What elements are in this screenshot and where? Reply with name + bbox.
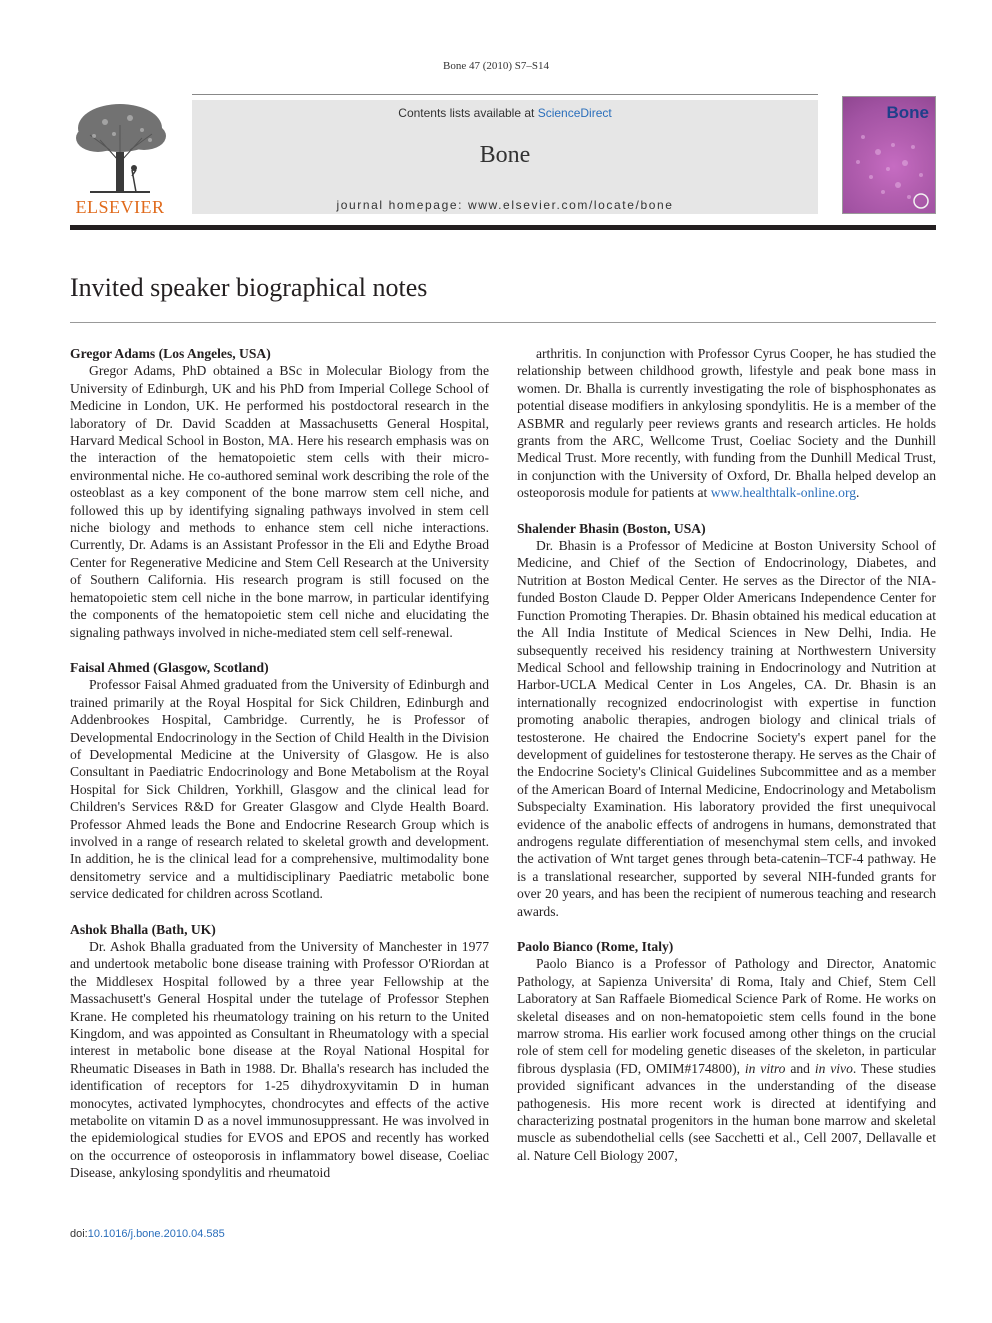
journal-citation: Bone 47 (2010) S7–S14: [442, 60, 550, 72]
healthtalk-link[interactable]: www.healthtalk-online.org: [710, 485, 857, 501]
continuation-text: arthritis. In conjunction with Professor Cyrus Cooper, he has studied the relationship between childhood growth, lifestyle and peak bone mass in women. Dr. Bhalla is currently investigating the role of bisphosphonates as potential disease modifiers in ankylosing spondylitis. He is a member of the ASBMR and regularly peer reviews grants and research articles. He holds grants from the ARC, Wellcome Trust, Coeliac Society and the Dunhill Medical Trust. More recently, with funding from the Dunhill Medical Trust, in conjunction with the University of Oxford, Dr. Bhalla helped develop an osteoporosis module for patients at: [517, 346, 936, 501]
speaker-name: Paolo Bianco (Rome, Italy): [517, 939, 674, 954]
journal-homepage[interactable]: journal homepage: www.elsevier.com/locate/bone: [336, 198, 674, 212]
speaker-entry: [70, 921, 489, 1182]
journal-name: Bone: [479, 142, 531, 168]
sciencedirect-link[interactable]: ScienceDirect: [537, 106, 612, 120]
elsevier-wordmark: ELSEVIER: [75, 197, 165, 217]
title-divider: [70, 322, 936, 323]
speaker-name: Faisal Ahmed (Glasgow, Scotland): [70, 659, 269, 675]
speaker-entry: [517, 520, 936, 920]
speaker-name: Gregor Adams (Los Angeles, USA): [70, 346, 271, 361]
header-thick-rule: [70, 225, 936, 230]
header-divider: [192, 94, 818, 95]
speaker-bio: Dr. Bhasin is a Professor of Medicine at Boston University School of Medicine, and Chief of the Section of Endocrinology, Diabetes, and Nutrition at Boston Medical Center. He serves as the Director of the NIA-funded Boston Claude D. Pepper Older Americans Independence Center for Function Promoting Therapies. Dr. Bhasin obtained his medical education at the All India Institute of Medical Sciences in New Delhi, India. He subsequently received his residency training at Northwestern University Medical School and fellowship training in Endocrinology and Nutrition at Harbor-UCLA Medical Center in Los Angeles, CA. Dr. Bhasin is an internationally recognized endocrinologist with expertise in function promoting anabolic therapies, androgen biology and clinical trials of testosterone. He chaired the Endocrine Society's expert panel for the development of guidelines for testosterone therapy. He serves as the Chair of the Endocrine Society's Clinical Guidelines Subcommittee and as a member of the American Board of Internal Medicine, Endocrinology and Metabolism Subspecialty Examination. His laboratory provided the first unequivocal evidence of the anabolic effects of androgens in humans, demonstrated that androgens regulate differentiation of mesenchymal stem cells, and invoked the activation of Wnt target genes through beta-catenin–TCF-4 pathway. He is a translational researcher, supported by several NIH-funded grants for over 20 years, and has been the recipient of numerous teaching and research awards.: [517, 538, 936, 919]
speaker-bio-continuation: [517, 345, 936, 502]
right-column: [517, 345, 936, 1182]
speaker-bio: Gregor Adams, PhD obtained a BSc in Molecular Biology from the University of Edinburgh, UK and his PhD from Imperial College School of Medicine in London, UK. He performed his postdoctoral research in the laboratory of Dr. David Scadden at Massachusetts General Hospital, Harvard Medical School in Boston, MA. Here his research emphasis was on the interaction of the hematopoietic stem cells with their micro-environmental niche. He co-authored seminal work describing the role of the osteoblast as a key component of the bone marrow stem cell niche, and followed this up by identifying signaling pathways involved in stem cell niche biology and methods to enhance stem cell niche interactions. Currently, Dr. Adams is an Assistant Professor in the Eli and Edythe Broad Center for Regenerative Medicine and Stem Cell Research at the University of Southern California. His research program is still focused on the hematopoietic stem cell niche in the bone marrow, in particular identifying the components of the hematopoietic stem cell niche and elucidating the signaling pathways involved in niche-mediated stem cell self-renewal.: [70, 363, 489, 640]
speaker-entry: [70, 659, 489, 903]
speaker-name: Shalender Bhasin (Boston, USA): [517, 520, 706, 536]
continuation-end: .: [856, 485, 860, 501]
bio-text: Paolo Bianco is a Professor of Pathology and Director, Anatomic Pathology, at Sapienza Universita' di Roma, Italy and Chief, Stem Cell Laboratory at San Raffaele Biomedical Science Park of Rome. He works on skeletal diseases and on non-hematopoietic stem cells found in the bone marrow stroma. His earlier work focused among other things on the crucial role of stem cell for modeling genetic diseases of the skeleton, in particular fibrous dysplasia (FD, OMIM#174800),: [517, 956, 936, 1076]
doi-prefix: doi:: [70, 1228, 88, 1240]
speaker-entry: [517, 938, 936, 1164]
contents-prefix: Contents lists available at: [398, 106, 538, 120]
left-column: [70, 345, 489, 1200]
speaker-bio: Dr. Ashok Bhalla graduated from the University of Manchester in 1977 and undertook metabolic bone disease training with Professor O'Riordan at the Middlesex Hospital followed by a three year Fellowship at the Massachusett's General Hospital under the tutelage of Professor Stephen Krane. He completed his rheumatology training on his return to the United Kingdom, and was appointed as Consultant in Rheumatology with a special interest in metabolic bone disease at the Royal National Hospital for Rheumatic Diseases in Bath in 1988. Dr. Bhalla's research has included the identification of receptors for 1-25 dihydroxyvitamin D in human monocytes, activated lymphocytes, chondrocytes and effects of the active metabolite on vitamin D as a novel immunosuppressant. He was involved in the epidemiological studies for EVOS and EPOS and recently has worked on the occurrence of osteoporosis in inflammatory bowel disease, Coeliac Disease, ankylosing spondylitis and rheumatoid: [70, 939, 489, 1181]
cover-title: Bone: [886, 103, 929, 122]
bio-continuation: [517, 345, 936, 502]
speaker-name: Ashok Bhalla (Bath, UK): [70, 921, 216, 937]
bio-italic: in vitro: [744, 1060, 786, 1076]
speaker-entry: [70, 345, 489, 641]
contents-line: [192, 106, 818, 120]
speaker-bio: Professor Faisal Ahmed graduated from the University of Edinburgh and trained primarily at the Royal Hospital for Sick Children, Edinburgh and Addenbrookes Hospital, Cambridge. Currently, he is Professor of Developmental Endocrinology in the Section of Child Health in the Division of Developmental Medicine at the University of Glasgow. He is also Consultant in Paediatric Endocrinology and Bone Metabolism at the Royal Hospital for Sick Children, Yorkhill, Glasgow and the clinical lead for Children's Services R&D for Greater Glasgow and Clyde Health Board. Professor Ahmed leads the Bone and Endocrine Research Group which is involved in a range of research related to skeletal growth and development. In addition, he is the clinical lead for a comprehensive, multimodality bone densitometry service and a multidisciplinary Paediatric metabolic bone service dedicated for children across Scotland.: [70, 677, 489, 902]
doi-link[interactable]: 10.1016/j.bone.2010.04.585: [87, 1228, 225, 1240]
article-title: Invited speaker biographical notes: [70, 273, 428, 302]
journal-cover-image: [842, 96, 936, 214]
bio-italic: in vivo: [814, 1060, 853, 1076]
bio-text: . These studies provided significant advances in the understanding of the disease pathogenesis. His more recent work is directed at identifying and characterizing postnatal progenitors in the human bone marrow and skeletal muscle as subendothelial cells (see Sacchetti et al., Cell 2007, Dellavalle et al. Nature Cell Biology 2007,: [517, 1060, 936, 1163]
journal-banner: [192, 100, 818, 214]
bio-text: and: [785, 1060, 815, 1076]
doi-line: [70, 1228, 225, 1240]
speaker-bio: [517, 955, 936, 1164]
